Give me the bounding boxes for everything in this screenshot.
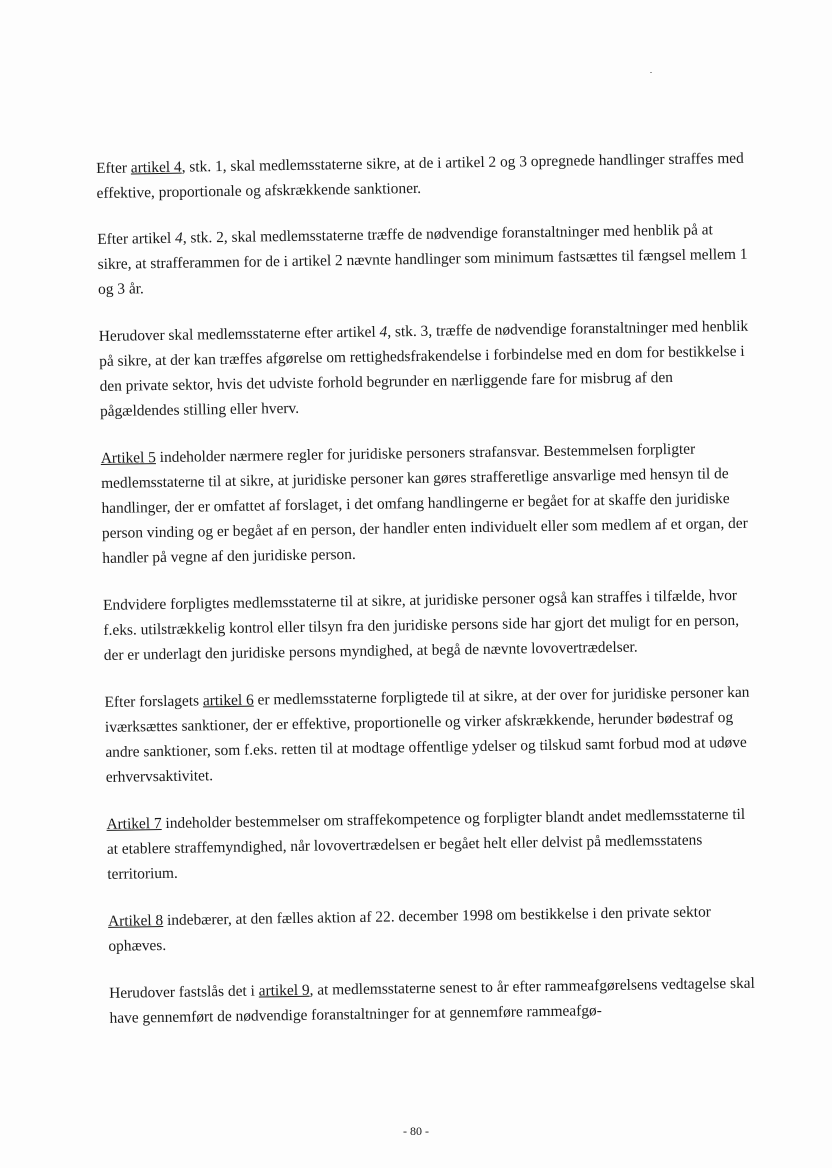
paragraph-8: Artikel 8 indebærer, at den fælles aktion af 22. december 1998 om bestikkelse i den private sektor ophæves. <box>107 903 711 955</box>
article-5-link[interactable]: Artikel 5 <box>100 449 157 467</box>
paragraph-6: Efter forslagets artikel 6 er medlemsstaterne forpligtede til at sikre, at der over for juridiske personer kan iværksættes sanktioner, der er effektive, proportionelle og virker afskrækkende, herunder bødestraf og andre sanktioner, som f.eks. retten til at modtage offentlige ydelser og tilskud samt forbud mod at udøve erhvervsaktivitet. <box>104 683 750 786</box>
page-body <box>96 146 760 1053</box>
paragraph-3: Herudover skal medlemsstaterne efter artikel 4, stk. 3, træffe de nødvendige foranstaltninger med henblik på sikre, at der kan træffes afgørelse om rettighedsfrakendelse i forbindelse med en dom for bestikkelse i den private sektor, hvis det udviste forhold begrunder en nærliggende fare for misbrug af den pågældendes stilling eller hverv. <box>98 317 749 420</box>
scan-speck <box>650 72 652 73</box>
article-6-link[interactable]: artikel 6 <box>202 691 254 710</box>
paragraph-7: Artikel 7 indeholder bestemmelser om straffekompetence og forpligter blandt andet medlemsstaterne til at etablere straffemyndighed, når lovovertrædelsen er begået helt eller delvist på medlemsstatens territorium. <box>106 805 746 883</box>
paragraph-9: Herudover fastslås det i artikel 9, at medlemsstaterne senest to år efter rammeafgørelsens vedtagelse skal have gennemført de nødvendige foranstaltninger for at gennemføre rammeafgø- <box>109 974 755 1027</box>
article-7-link[interactable]: Artikel 7 <box>106 815 162 833</box>
page-number: - 80 - <box>403 1124 429 1138</box>
article-4-link[interactable]: artikel 4 <box>130 158 182 177</box>
paragraph-1: Efter artikel 4, stk. 1, skal medlemsstaterne sikre, at de i artikel 2 og 3 opregnede handlinger straffes med effektive, proportionale og afskrækkende sanktioner. <box>96 149 744 202</box>
paragraph-5: Endvidere forpligtes medlemsstaterne til at sikre, at juridiske personer også kan straffes i tilfælde, hvor f.eks. utilstrækkelig kontrol eller tilsyn fra den juridiske persons side har gjort det muligt for en person, der er underlagt den juridiske persons myndighed, at begå de nævnte lovovertrædelser. <box>102 586 740 664</box>
paragraph-2: Efter artikel 4, stk. 2, skal medlemsstaterne træffe de nødvendige foranstaltninger med henblik på at sikre, at strafferammen for de i artikel 2 nævnte handlinger som minimum fastsættes til fængsel mellem 1 og 3 år. <box>97 221 748 298</box>
article-8-link[interactable]: Artikel 8 <box>107 912 164 930</box>
paragraph-4: Artikel 5 indeholder nærmere regler for juridiske personers strafansvar. Bestemmelsen forpligter medlemsstaterne til at sikre, at juridiske personer kan gøres strafferetlige ansvarlige med hensyn til de handlinger, der er omfattet af forslaget, i det omfang handlingerne er begået for at skaffe den juridiske person vinding og er begået af en person, der handler enten individuelt eller som medlem af et organ, der handler på vegne af den juridiske person. <box>100 440 748 567</box>
article-9-link[interactable]: artikel 9 <box>258 981 310 1000</box>
